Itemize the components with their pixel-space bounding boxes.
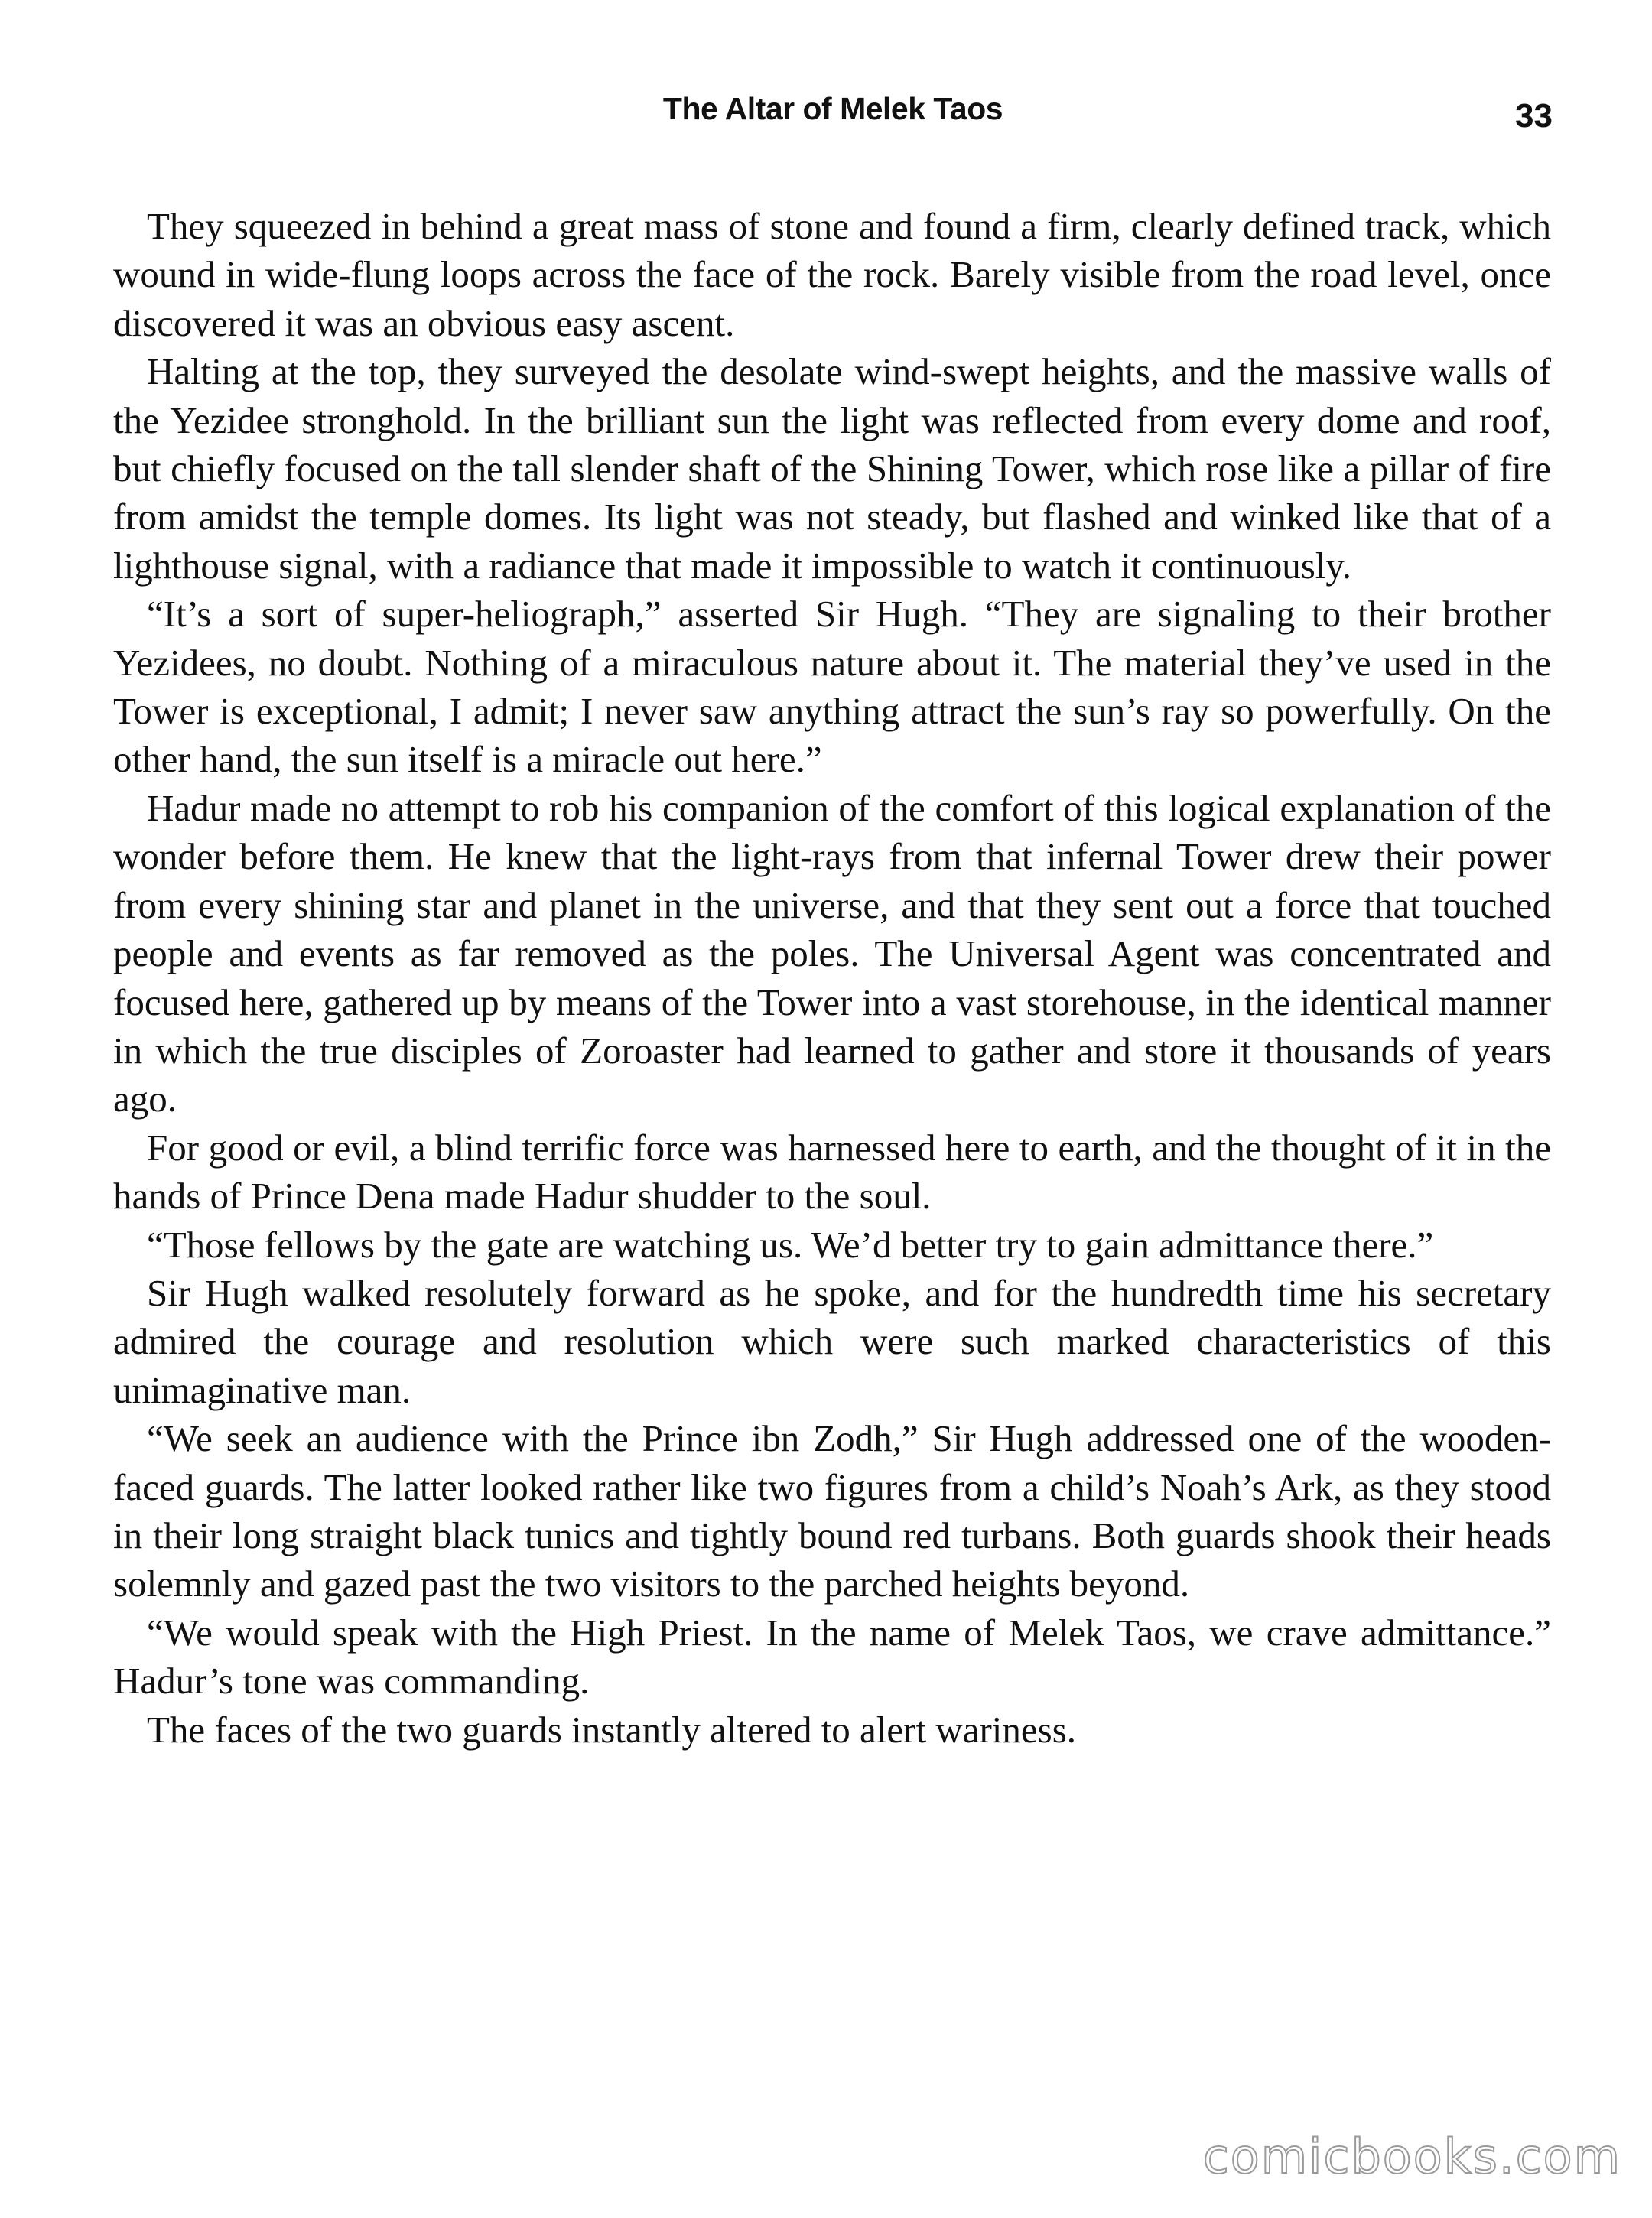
paragraph-6: “Those fellows by the gate are watching us. We’d better try to gain admittance there.” (147, 1223, 1434, 1266)
paragraph-9: “We would speak with the High Priest. In the name of Melek Taos, we crave admittance.” Hadur’s tone was commanding. (113, 1611, 1551, 1703)
paragraph-2: Halting at the top, they surveyed the desolate wind-swept heights, and the massive walls of the Yezidee stronghold. In the brilliant sun the light was reflected from every dome and roof, but chiefly focused on the tall slender shaft of the Shining Tower, which rose like a pillar of fire from amidst the temple domes. Its light was not steady, but flashed and winked like that of a lighthouse signal, with a radiance that made it impossible to watch it continuously. (113, 350, 1551, 587)
page-number: 33 (1515, 97, 1553, 135)
running-title: The Altar of Melek Taos (662, 91, 1003, 126)
watermark: comicbooks.com (1202, 2129, 1621, 2184)
paragraph-3: “It’s a sort of super-heliograph,” asserted Sir Hugh. “They are signaling to their brother Yezidees, no doubt. Nothing of a miraculous nature about it. The material they’ve used in the Tower is exceptional, I admit; I never saw anything attract the sun’s ray so powerfully. On the other hand, the sun itself is a miracle out here.” (113, 593, 1551, 781)
paragraph-5: For good or evil, a blind terrific force was harnessed here to earth, and the thought of it in the hands of Prince Dena made Hadur shudder to the soul. (113, 1126, 1551, 1218)
paragraph-8: “We seek an audience with the Prince ibn Zodh,” Sir Hugh addressed one of the wooden-faced guards. The latter looked rather like two figures from a child’s Noah’s Ark, as they stood in their long straight black tunics and tightly bound red turbans. Both guards shook their heads solemnly and gazed past the two visitors to the parched heights beyond. (113, 1417, 1551, 1605)
body-text (113, 202, 1551, 1754)
paragraph-10: The faces of the two guards instantly altered to alert wariness. (147, 1708, 1077, 1751)
paragraph-4: Hadur made no attempt to rob his companion of the comfort of this logical explanation of the wonder before them. He knew that the light-rays from that infernal Tower drew their power from every shining star and planet in the universe, and that they sent out a force that touched people and events as far removed as the poles. The Universal Agent was concentrated and focused here, gathered up by means of the Tower into a vast storehouse, in the identical manner in which the true disciples of Zoroaster had learned to gather and store it thousands of years ago. (113, 786, 1551, 1120)
page-header (113, 86, 1553, 147)
paragraph-7: Sir Hugh walked resolutely forward as he spoke, and for the hundredth time his secretary admired the courage and resolution which were such marked characteristics of this unimaginative man. (113, 1271, 1551, 1411)
paragraph-1: They squeezed in behind a great mass of stone and found a firm, clearly defined track, which wound in wide-flung loops across the face of the rock. Barely visible from the road level, once discovered it was an obvious easy ascent. (113, 205, 1551, 344)
